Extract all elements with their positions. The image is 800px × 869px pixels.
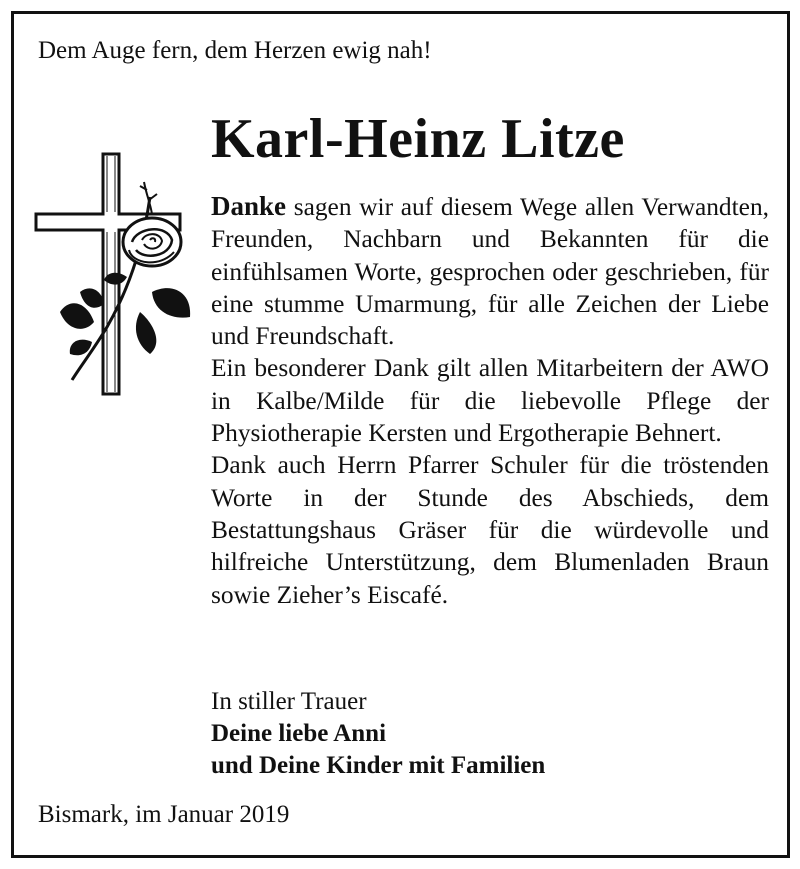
paragraph-awo: Ein besonderer Dank gilt allen Mitarbeitern der AWO in Kalbe/Milde für die liebevolle Pflege der Physiotherapie Kersten und Ergotherapie Behnert.	[211, 354, 769, 448]
closing-intro: In stiller Trauer	[211, 688, 367, 715]
signature-line-1: Deine liebe Anni	[211, 720, 387, 747]
deceased-name: Karl-Heinz Litze	[211, 108, 625, 170]
signature-line-2: und Deine Kinder mit Familien	[211, 752, 546, 779]
obituary-notice	[11, 11, 790, 858]
lead-word: Danke	[211, 191, 287, 221]
motto: Dem Auge fern, dem Herzen ewig nah!	[38, 37, 432, 64]
paragraph-thanks-rest: sagen wir auf diesem Wege allen Verwandten, Freunden, Nachbarn und Bekannten für die einfühlsamen Worte, gesprochen oder geschrieben, für eine stumme Umarmung, für alle Zeichen der Liebe und Freundschaft.	[211, 193, 769, 351]
cross-with-rose-icon	[32, 142, 192, 397]
place-date: Bismark, im Januar 2019	[38, 801, 290, 828]
paragraph-thanks	[211, 190, 769, 352]
paragraph-pastor: Dank auch Herrn Pfarrer Schuler für die tröstenden Worte in der Stunde des Abschieds, dem Bestattungshaus Gräser für die würdevolle und hilfreiche Unterstützung, dem Blumenladen Braun sowie Zieher’s Eiscafé.	[211, 451, 769, 609]
thanks-text	[211, 190, 769, 611]
closing-block	[211, 686, 545, 782]
